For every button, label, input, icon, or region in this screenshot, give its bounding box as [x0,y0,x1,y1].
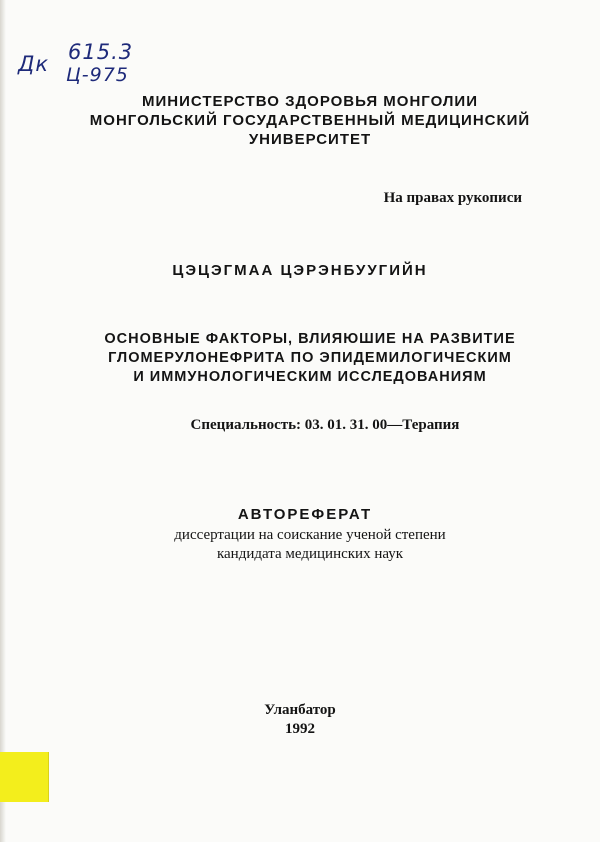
manuscript-rights-note: На правах рукописи [383,190,522,206]
document-description-line-1: диссертации на соискание ученой степени [174,527,446,543]
thesis-title [40,330,580,387]
thesis-title-line-2: ГЛОМЕРУЛОНЕФРИТА ПО ЭПИДЕМИЛОГИЧЕСКИМ [108,350,512,366]
institution-university-cont: УНИВЕРСИТЕТ [248,131,372,148]
specialty-line: Специальность: 03. 01. 31. 00—Терапия [190,417,460,433]
institution-ministry: МИНИСТЕРСТВО ЗДОРОВЬЯ МОНГОЛИИ [142,93,478,110]
author-name: ЦЭЦЭГМАА ЦЭРЭНБУУГИЙН [172,262,428,279]
institution-header [40,92,580,149]
institution-university: МОНГОЛЬСКИЙ ГОСУДАРСТВЕННЫЙ МЕДИЦИНСКИЙ [89,112,531,129]
document-description-line-2: кандидата медицинских наук [216,546,404,562]
shelfmark-class-number: 615.3 [68,40,134,64]
handwritten-shelfmark [18,40,158,100]
publication-city: Уланбатор [264,702,336,718]
shelfmark-prefix: Дк [18,52,50,76]
document-type-heading: АВТОРЕФЕРАТ [237,506,373,523]
thesis-title-line-1: ОСНОВНЫЕ ФАКТОРЫ, ВЛИЯЮШИЕ НА РАЗВИТИЕ [104,331,516,347]
thesis-title-line-3: И ИММУНОЛОГИЧЕСКИМ ИССЛЕДОВАНИЯМ [133,369,487,385]
yellow-tab-marker [0,752,49,802]
publication-year: 1992 [285,721,315,737]
shelfmark-author-code: Ц-975 [66,64,129,86]
document-description [40,526,580,564]
